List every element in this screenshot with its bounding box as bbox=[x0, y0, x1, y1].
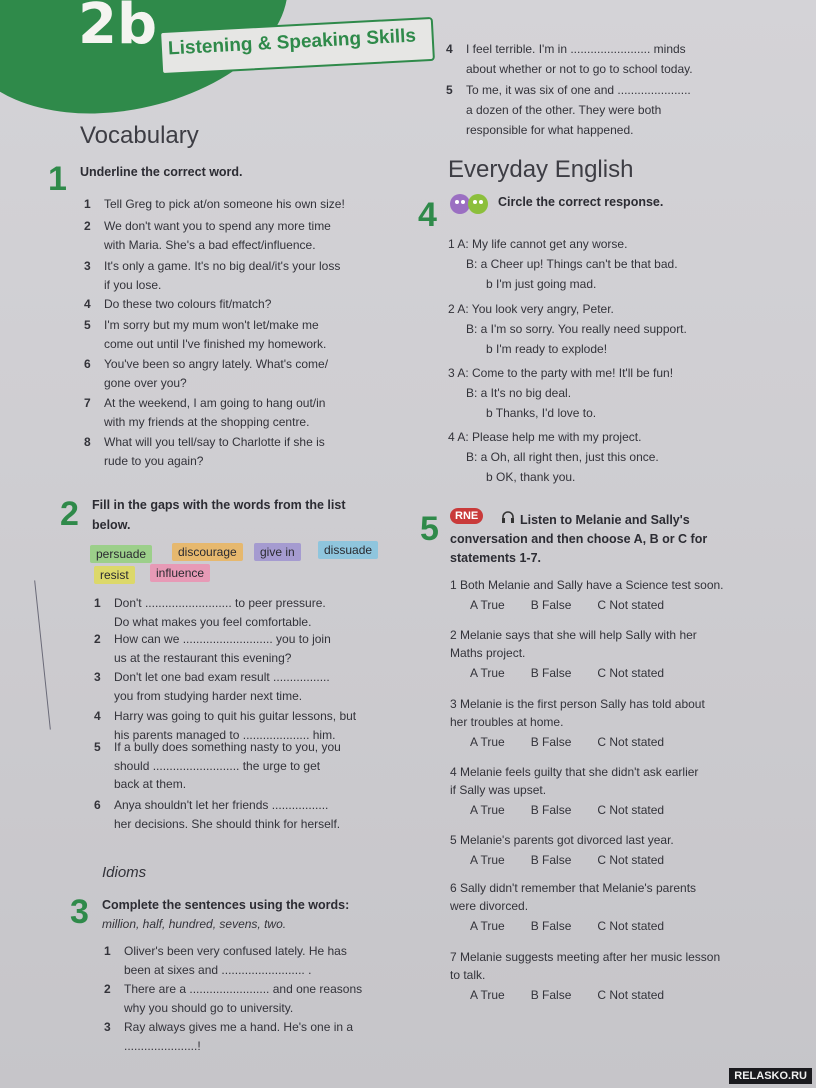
exercise-1-item-text: What will you tell/say to Charlotte if she is bbox=[104, 435, 325, 449]
exercise-3-item-line bbox=[104, 963, 311, 977]
answer-options bbox=[470, 666, 690, 680]
exercise-3-item-text: There are a ........................ and one reasons bbox=[124, 982, 363, 996]
exercise-2-item-number: 2 bbox=[94, 632, 101, 646]
exercise-2-item-number: 6 bbox=[94, 798, 101, 812]
dialog-line: b OK, thank you. bbox=[486, 470, 576, 484]
exercise-2-item-line bbox=[94, 615, 311, 629]
exercise-1-item-line bbox=[84, 259, 340, 273]
exercise-2-item-text: you from studying harder next time. bbox=[114, 688, 303, 703]
exercise-2-item-line bbox=[94, 817, 340, 831]
exercise-1-item-number: 2 bbox=[84, 219, 91, 233]
exercise-2-item-number: 5 bbox=[94, 740, 101, 754]
answer-option[interactable]: C Not stated bbox=[597, 735, 665, 749]
statement-line: to talk. bbox=[450, 968, 486, 982]
audio-badge: RNE bbox=[450, 508, 483, 524]
exercise-1-item-line bbox=[84, 454, 203, 468]
everyday-english-heading: Everyday English bbox=[448, 156, 634, 183]
idioms-heading: Idioms bbox=[102, 864, 147, 881]
exercise-2-item-text: should .......................... the urge to get bbox=[114, 758, 321, 773]
exercise-1-item-line bbox=[84, 297, 271, 311]
answer-option[interactable]: C Not stated bbox=[597, 853, 665, 867]
exercise-1-item-text: I'm sorry but my mum won't let/make me bbox=[104, 318, 319, 332]
dialog-line: 1 A: My life cannot get any worse. bbox=[448, 237, 628, 251]
idiom-item-text: To me, it was six of one and ...................... bbox=[466, 83, 691, 97]
statement-line: 6 Sally didn't remember that Melanie's parents bbox=[450, 881, 697, 895]
exercise-1-item-line bbox=[84, 376, 187, 390]
exercise-1-item-number: 3 bbox=[84, 259, 91, 273]
word-chip-resist: resist bbox=[94, 566, 135, 584]
answer-option[interactable]: B False bbox=[530, 988, 572, 1002]
exercise-4-instruction: Circle the correct response. bbox=[498, 195, 664, 209]
exercise-2-item-text: Don't let one bad exam result ................. bbox=[114, 670, 330, 684]
word-chip-dissuade: dissuade bbox=[318, 541, 378, 559]
exercise-3-item-line bbox=[104, 1039, 201, 1053]
exercise-3-item-text: Ray always gives me a hand. He's one in a bbox=[124, 1020, 354, 1034]
exercise-3-item-number: 3 bbox=[104, 1020, 111, 1034]
exercise-2-item-line bbox=[94, 632, 331, 646]
exercise-1-item-number: 4 bbox=[84, 297, 91, 311]
exercise-1-item-line bbox=[84, 337, 326, 351]
statement-line: her troubles at home. bbox=[450, 715, 564, 729]
idiom-item-number: 4 bbox=[446, 42, 453, 56]
exercise-1-item-line bbox=[84, 396, 325, 410]
exercise-2-item-text: back at them. bbox=[114, 777, 187, 791]
exercise-1-item-number: 7 bbox=[84, 396, 91, 410]
exercise-3-item-line bbox=[104, 944, 347, 958]
exercise-1-item-text: At the weekend, I am going to hang out/in bbox=[104, 396, 326, 410]
exercise-2-item-line bbox=[94, 651, 291, 665]
statement-line: 2 Melanie says that she will help Sally with her bbox=[450, 628, 697, 642]
exercise-2-item-text: Harry was going to quit his guitar lessons, but bbox=[114, 709, 357, 723]
exercise-2-item-line bbox=[94, 777, 186, 791]
headphones-icon bbox=[500, 509, 516, 530]
exercise-2-item-line bbox=[94, 740, 341, 754]
exercise-1-item-text: come out until I've finished my homework. bbox=[104, 337, 327, 351]
exercise-1-item-line bbox=[84, 415, 309, 429]
exercise-5-number: 5 bbox=[420, 510, 439, 548]
exercise-5-instruction-line2: conversation and then choose A, B or C for bbox=[450, 532, 708, 546]
speaking-icon bbox=[448, 192, 492, 221]
exercise-4-number: 4 bbox=[418, 196, 437, 234]
exercise-1-item-line bbox=[84, 238, 316, 252]
exercise-1-item-number: 1 bbox=[84, 197, 91, 211]
idiom-item-line bbox=[446, 42, 686, 56]
statement-line: 4 Melanie feels guilty that she didn't ask earlier bbox=[450, 765, 699, 779]
answer-option[interactable]: B False bbox=[530, 803, 572, 817]
exercise-2-item-text: his parents managed to .................... him. bbox=[114, 727, 336, 742]
exercise-1-item-line bbox=[84, 278, 161, 292]
vocabulary-heading: Vocabulary bbox=[80, 122, 199, 149]
exercise-1-item-number: 5 bbox=[84, 318, 91, 332]
answer-option[interactable]: A True bbox=[470, 666, 505, 680]
answer-option[interactable]: C Not stated bbox=[597, 919, 665, 933]
dialog-line: 3 A: Come to the party with me! It'll be fun! bbox=[448, 366, 674, 380]
exercise-2-item-line bbox=[94, 670, 330, 684]
exercise-2-item-number: 4 bbox=[94, 709, 101, 723]
dialog-line: b Thanks, I'd love to. bbox=[486, 406, 597, 420]
statement-line: were divorced. bbox=[450, 899, 529, 913]
dialog-line: B: a It's no big deal. bbox=[466, 386, 572, 400]
exercise-5-instruction-line3: statements 1-7. bbox=[450, 551, 542, 565]
exercise-3-item-number: 1 bbox=[104, 944, 111, 958]
watermark: RELASKO.RU bbox=[729, 1068, 812, 1084]
idiom-item-text: a dozen of the other. They were both bbox=[466, 103, 662, 117]
exercise-1-item-text: with Maria. She's a bad effect/influence. bbox=[104, 238, 316, 252]
exercise-1-item-line bbox=[84, 219, 331, 233]
exercise-1-item-text: You've been so angry lately. What's come/ bbox=[104, 357, 329, 371]
answer-options bbox=[470, 803, 690, 817]
exercise-3-number: 3 bbox=[70, 893, 89, 931]
exercise-3-item-line bbox=[104, 1001, 293, 1015]
dialog-line: B: a Cheer up! Things can't be that bad. bbox=[466, 257, 678, 271]
answer-option[interactable]: C Not stated bbox=[597, 988, 665, 1002]
dialog-line: b I'm ready to explode! bbox=[486, 342, 608, 356]
exercise-3-instruction-line2: million, half, hundred, sevens, two. bbox=[102, 917, 287, 931]
exercise-2-item-line bbox=[94, 596, 326, 610]
answer-option[interactable]: B False bbox=[530, 598, 572, 612]
exercise-2-instruction-line2: below. bbox=[92, 518, 131, 532]
exercise-2-item-text: Do what makes you feel comfortable. bbox=[114, 614, 312, 629]
answer-options bbox=[470, 853, 690, 867]
dialog-line: B: a Oh, all right then, just this once. bbox=[466, 450, 659, 464]
answer-option[interactable]: A True bbox=[470, 988, 505, 1002]
exercise-1-item-line bbox=[84, 357, 328, 371]
answer-option[interactable]: B False bbox=[530, 853, 572, 867]
word-chip-discourage: discourage bbox=[172, 543, 243, 561]
answer-option[interactable]: B False bbox=[530, 919, 572, 933]
exercise-3-item-text: why you should go to university. bbox=[124, 1001, 294, 1015]
exercise-2-item-number: 1 bbox=[94, 596, 101, 610]
exercise-1-item-number: 6 bbox=[84, 357, 91, 371]
exercise-1-item-number: 8 bbox=[84, 435, 91, 449]
exercise-2-item-line bbox=[94, 689, 302, 703]
statement-line: 7 Melanie suggests meeting after her music lesson bbox=[450, 950, 721, 964]
dialog-line: 4 A: Please help me with my project. bbox=[448, 430, 642, 444]
idiom-item-line bbox=[446, 123, 633, 137]
word-chip-give-in: give in bbox=[254, 543, 301, 561]
answer-option[interactable]: C Not stated bbox=[597, 598, 665, 612]
exercise-2-item-text: Anya shouldn't let her friends ................. bbox=[114, 798, 329, 812]
exercise-2-item-text: us at the restaurant this evening? bbox=[114, 650, 292, 665]
exercise-1-item-text: Do these two colours fit/match? bbox=[104, 297, 272, 311]
exercise-2-instruction-line1: Fill in the gaps with the words from the list bbox=[92, 498, 346, 512]
idiom-item-text: about whether or not to go to school today. bbox=[466, 62, 693, 76]
exercise-1-item-text: It's only a game. It's no big deal/it's your loss bbox=[104, 259, 341, 273]
exercise-3-item-line bbox=[104, 982, 362, 996]
answer-option[interactable]: B False bbox=[530, 735, 572, 749]
section-title: Listening & Speaking Skills bbox=[167, 25, 417, 60]
word-chip-influence: influence bbox=[150, 564, 210, 582]
answer-options bbox=[470, 919, 690, 933]
exercise-1-item-text: We don't want you to spend any more time bbox=[104, 219, 331, 233]
statement-line: Maths project. bbox=[450, 646, 526, 660]
exercise-5-instruction-line1: Listen to Melanie and Sally's bbox=[520, 513, 690, 527]
answer-option[interactable]: C Not stated bbox=[597, 666, 665, 680]
statement-line: 1 Both Melanie and Sally have a Science test soon. bbox=[450, 578, 724, 592]
exercise-1-item-text: if you lose. bbox=[104, 278, 162, 292]
exercise-3-item-text: ......................! bbox=[124, 1039, 201, 1053]
idiom-item-line bbox=[446, 83, 691, 97]
exercise-1-item-text: Tell Greg to pick at/on someone his own size! bbox=[104, 197, 345, 211]
idiom-item-line bbox=[446, 62, 693, 76]
answer-options bbox=[470, 735, 690, 749]
exercise-3-item-text: Oliver's been very confused lately. He has bbox=[124, 944, 347, 958]
statement-line: if Sally was upset. bbox=[450, 783, 547, 797]
exercise-2-item-number: 3 bbox=[94, 670, 101, 684]
exercise-1-item-line bbox=[84, 197, 345, 211]
answer-options bbox=[470, 988, 690, 1002]
exercise-2-item-line bbox=[94, 759, 320, 773]
statement-line: 5 Melanie's parents got divorced last year. bbox=[450, 833, 674, 847]
exercise-2-number: 2 bbox=[60, 495, 79, 533]
answer-option[interactable]: A True bbox=[470, 598, 505, 612]
word-chip-persuade: persuade bbox=[90, 545, 152, 563]
dialog-line: 2 A: You look very angry, Peter. bbox=[448, 302, 614, 316]
exercise-1-number: 1 bbox=[48, 160, 67, 198]
answer-option[interactable]: B False bbox=[530, 666, 572, 680]
exercise-1-item-line bbox=[84, 318, 319, 332]
idiom-item-line bbox=[446, 103, 661, 117]
dialog-line: b I'm just going mad. bbox=[486, 277, 597, 291]
answer-option[interactable]: A True bbox=[470, 853, 505, 867]
pencil-mark bbox=[34, 580, 51, 729]
exercise-1-instruction: Underline the correct word. bbox=[80, 165, 243, 179]
exercise-1-item-text: gone over you? bbox=[104, 376, 187, 390]
statement-line: 3 Melanie is the first person Sally has told about bbox=[450, 697, 705, 711]
exercise-3-instruction-line1: Complete the sentences using the words: bbox=[102, 898, 350, 912]
idiom-item-number: 5 bbox=[446, 83, 453, 97]
exercise-3-item-number: 2 bbox=[104, 982, 111, 996]
exercise-2-item-text: If a bully does something nasty to you, you bbox=[114, 740, 341, 754]
exercise-1-item-text: rude to you again? bbox=[104, 454, 204, 468]
answer-option[interactable]: A True bbox=[470, 919, 505, 933]
answer-option[interactable]: C Not stated bbox=[597, 803, 665, 817]
exercise-1-item-text: with my friends at the shopping centre. bbox=[104, 415, 310, 429]
exercise-2-item-line bbox=[94, 709, 356, 723]
answer-option[interactable]: A True bbox=[470, 803, 505, 817]
answer-option[interactable]: A True bbox=[470, 735, 505, 749]
exercise-3-item-text: been at sixes and ......................... . bbox=[124, 963, 312, 977]
exercise-2-item-text: Don't .......................... to peer pressure. bbox=[114, 596, 326, 610]
answer-options bbox=[470, 598, 690, 612]
exercise-2-item-line bbox=[94, 798, 328, 812]
idiom-item-text: responsible for what happened. bbox=[466, 123, 634, 137]
dialog-line: B: a I'm so sorry. You really need support. bbox=[466, 322, 687, 336]
idiom-item-text: I feel terrible. I'm in ........................ minds bbox=[466, 42, 686, 56]
exercise-2-item-text: her decisions. She should think for herself. bbox=[114, 816, 341, 831]
exercise-1-item-line bbox=[84, 435, 325, 449]
exercise-2-item-text: How can we ........................... you to join bbox=[114, 632, 331, 646]
unit-number: 2b bbox=[78, 0, 158, 57]
exercise-3-item-line bbox=[104, 1020, 353, 1034]
